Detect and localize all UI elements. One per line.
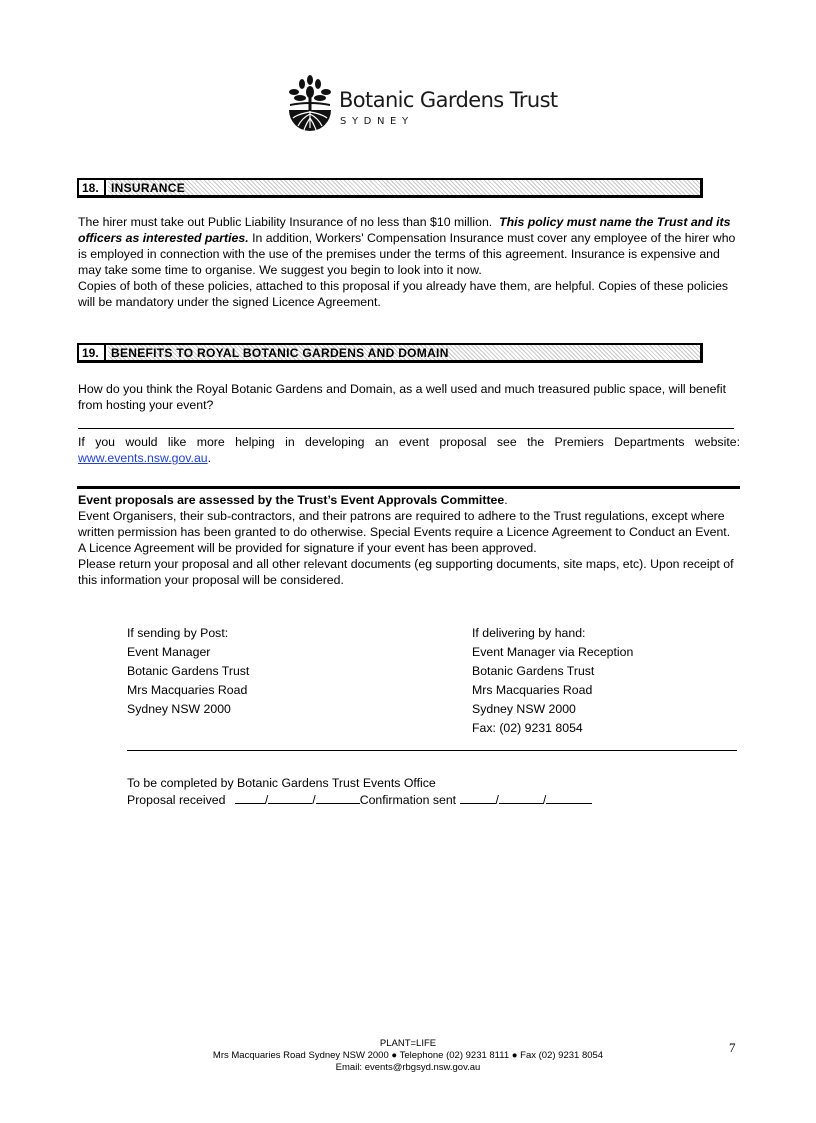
post-line: Event Manager [127,645,211,659]
section-title: BENEFITS TO ROYAL BOTANIC GARDENS AND DOMAIN [108,345,700,360]
section-19-header [77,343,703,363]
post-line: Mrs Macquaries Road [127,683,248,697]
hand-line: Event Manager via Reception [472,645,634,659]
section-number: 18. [79,180,106,195]
footer-contact [0,1050,816,1062]
assessment-heading: Event proposals are assessed by the Trust’s Event Approvals Committee [78,493,505,507]
footer-telephone: Telephone (02) 9231 8111 [399,1050,510,1061]
section-divider [77,486,740,489]
received-month-field[interactable] [268,791,312,804]
date-separator: / [264,793,269,807]
hand-address [472,624,633,738]
insurance-paragraph [78,214,740,310]
post-address [127,624,249,719]
hand-line: Sydney NSW 2000 [472,702,576,716]
section-title: INSURANCE [108,180,700,195]
received-day-field[interactable] [235,791,265,804]
tree-in-circle-icon [280,74,340,140]
insurance-requirement: The hirer must take out Public Liability Insurance of no less than $10 million. [78,215,493,229]
insurance-copies-note: Copies of both of these policies, attached to this proposal if you already have them, are helpful. Copies of these policies will be mandatory under the signed Licence Agreement. [78,279,729,309]
office-use-heading: To be completed by Botanic Gardens Trust Events Office [127,776,436,790]
office-use-dates [127,791,592,808]
section-number: 19. [79,345,106,360]
post-heading: If sending by Post: [127,626,229,640]
hand-fax: Fax: (02) 9231 8054 [472,721,583,735]
date-separator: / [542,793,547,807]
help-paragraph [78,434,740,466]
assessment-block [78,492,740,588]
footer-email: Email: events@rbgsyd.nsw.gov.au [335,1062,481,1073]
benefits-question: How do you think the Royal Botanic Gardens and Domain, as a well used and much treasured public space, will benefit from hosting your event? [78,382,726,412]
hand-line: Botanic Gardens Trust [472,664,595,678]
bullet-icon: ● [511,1050,518,1061]
confirmation-year-field[interactable] [546,791,592,804]
logo-subtitle: SYDNEY [340,116,414,127]
confirmation-day-field[interactable] [460,791,496,804]
answer-line[interactable] [78,428,734,429]
section-18-header [77,178,703,198]
post-line: Sydney NSW 2000 [127,702,231,716]
bullet-icon: ● [391,1050,398,1061]
post-line: Botanic Gardens Trust [127,664,250,678]
return-instructions: Please return your proposal and all other relevant documents (eg supporting documents, site maps, etc). Upon receipt of this information your proposal will be considered. [78,557,734,587]
confirmation-label: Confirmation sent [359,793,457,807]
insurance-details: In addition, Workers' Compensation Insurance must cover any employee of the hirer who is employed in connection with the use of the premises under the terms of this agreement. Insurance is expensive and may take some time to organise. We suggest you begin to look into it now. [78,231,736,277]
footer-fax: Fax (02) 9231 8054 [520,1050,604,1061]
organisation-logo [280,74,558,144]
footer-motto: PLANT=LIFE [379,1038,437,1049]
events-website-link[interactable]: www.events.nsw.gov.au [78,451,208,465]
help-text: If you would like more helping in developing an event proposal see the Premiers Departments website: [78,435,740,449]
footer-address: Mrs Macquaries Road Sydney NSW 2000 [212,1050,389,1061]
assessment-heading-end: . [504,493,508,507]
hand-heading: If delivering by hand: [472,626,586,640]
help-end: . [207,451,212,465]
address-divider [127,750,737,751]
date-separator: / [312,793,316,807]
logo-title: Botanic Gardens Trust [339,88,558,112]
received-label: Proposal received [127,793,226,807]
date-separator: / [495,793,499,807]
confirmation-month-field[interactable] [499,791,543,804]
received-year-field[interactable] [316,791,360,804]
assessment-body: Event Organisers, their sub-contractors, and their patrons are required to adhere to the Trust regulations, except where written permission has been granted to do otherwise. Special Events require a Licence Agreement to Conduct an Event. A Licence Agreement will be provided for signature if your event has been approved. [78,509,731,555]
page-number: 7 [729,1040,736,1055]
hand-line: Mrs Macquaries Road [472,683,593,697]
insurance-emphasis: This policy must name the Trust and its officers as interested parties. [78,215,731,245]
